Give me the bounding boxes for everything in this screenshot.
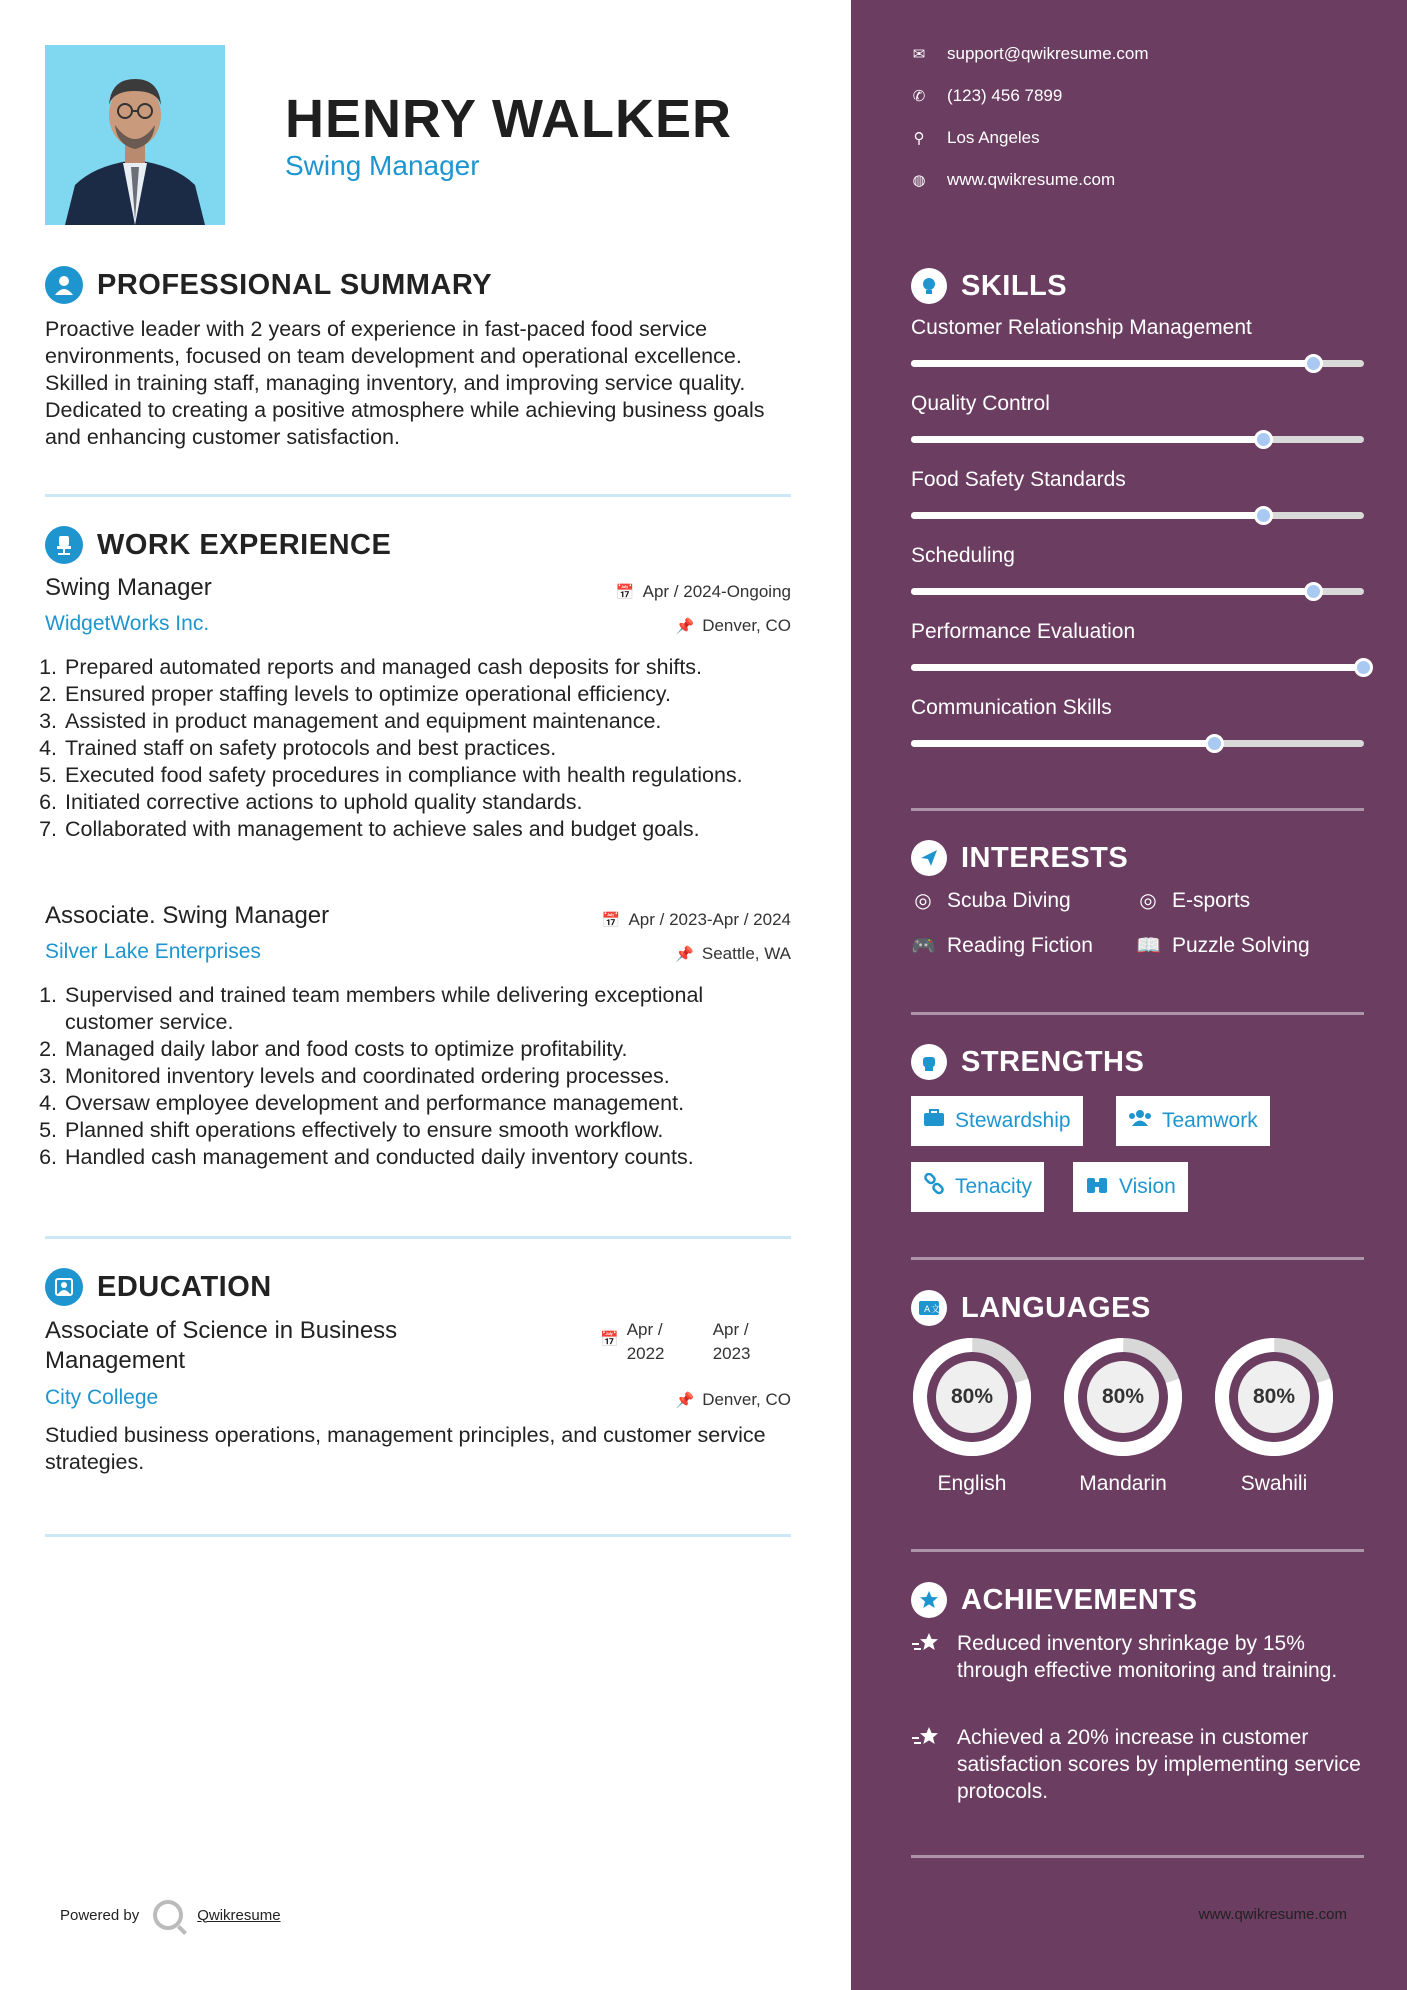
list-item: 4. Oversaw employee development and performance management. (63, 1090, 795, 1117)
interest-item (911, 933, 1093, 958)
powered-by (60, 1900, 281, 1930)
language-ring (1062, 1336, 1184, 1458)
job-title: Swing Manager (45, 574, 212, 601)
language-ring (911, 1336, 1033, 1458)
skill-bar-fill (911, 360, 1314, 367)
achievements-header (911, 1582, 1197, 1618)
shooting-star-icon (911, 1630, 943, 1684)
contact-email-text: support@qwikresume.com (947, 44, 1149, 63)
skill-bar-knob (1354, 658, 1373, 677)
job-duties-list (45, 982, 795, 1171)
list-item: 3. Assisted in product management and equipment maintenance. (63, 708, 795, 735)
profile-photo (45, 45, 225, 225)
list-item: 6. Initiated corrective actions to uphold quality standards. (63, 789, 795, 816)
strength-chip (911, 1096, 1083, 1146)
education-end: Apr / 2023 (712, 1320, 751, 1363)
gamepad-icon: 🎮 (911, 935, 936, 957)
interests-title: INTERESTS (961, 841, 1129, 874)
skill-bar-knob (1304, 582, 1323, 601)
skill-label: Performance Evaluation (911, 620, 1136, 643)
pin-icon: 📌 (675, 1392, 695, 1409)
contact-phone-text: (123) 456 7899 (947, 86, 1063, 105)
strength-chip (911, 1162, 1044, 1212)
language-item (911, 1336, 1033, 1496)
strength-chip (1116, 1096, 1270, 1146)
interest-item (911, 888, 1071, 913)
education-dates (600, 1318, 763, 1366)
skill-bar-fill (911, 588, 1314, 595)
list-item: 2. Ensured proper staffing levels to optimize operational efficiency. (63, 681, 795, 708)
job-duties-list (45, 654, 795, 843)
translate-icon (911, 1290, 947, 1326)
school-name: City College (45, 1386, 159, 1409)
pin-icon: 📌 (675, 618, 695, 635)
life-ring-icon: ◎ (1139, 890, 1157, 912)
strength-label: Tenacity (955, 1175, 1033, 1198)
pin-icon: 📌 (675, 946, 694, 963)
achievement-text: Achieved a 20% increase in customer satisfaction scores by implementing service protocols. (957, 1726, 1361, 1803)
list-item: 6. Handled cash management and conducted daily inventory counts. (63, 1144, 795, 1171)
fist-icon (911, 1044, 947, 1080)
skill-label: Communication Skills (911, 696, 1112, 719)
education-description: Studied business operations, management principles, and customer service strategies. (45, 1423, 766, 1474)
degree-title: Associate of Science in Business Management (45, 1317, 398, 1374)
candidate-role: Swing Manager (285, 150, 480, 181)
interest-item (1136, 888, 1250, 913)
language-percent: 80% (1087, 1361, 1159, 1433)
strengths-header (911, 1044, 1144, 1080)
contact-email[interactable] (911, 44, 1149, 64)
skill-bar (911, 740, 1364, 747)
skill-bar-knob (1304, 354, 1323, 373)
job-title: Associate. Swing Manager (45, 902, 330, 929)
calendar-icon: 📅 (601, 912, 621, 929)
binoculars-icon (1085, 1174, 1109, 1200)
qwikresume-logo-icon (153, 1900, 183, 1930)
list-item: 5. Executed food safety procedures in compliance with health regulations. (63, 762, 743, 789)
language-item (1213, 1336, 1335, 1496)
contact-website-text: www.qwikresume.com (947, 170, 1116, 189)
job-dates (602, 910, 791, 930)
education-header (45, 1268, 272, 1306)
job-company: Silver Lake Enterprises (45, 940, 261, 963)
skill-bar-knob (1205, 734, 1224, 753)
list-item: 2. Managed daily labor and food costs to optimize profitability. (63, 1036, 795, 1063)
summary-header (45, 266, 492, 304)
skills-title: SKILLS (961, 269, 1068, 302)
section-divider (911, 1549, 1364, 1552)
contact-location (911, 128, 1040, 148)
strength-label: Stewardship (955, 1109, 1071, 1132)
achievements-title: ACHIEVEMENTS (961, 1583, 1198, 1616)
job-location-text: Seattle, WA (701, 944, 791, 963)
strengths-title: STRENGTHS (961, 1045, 1145, 1078)
section-divider (45, 1236, 791, 1239)
candidate-name: HENRY WALKER (285, 89, 733, 149)
phone-icon: ✆ (912, 88, 926, 105)
envelope-icon: ✉ (912, 46, 926, 63)
education-title: EDUCATION (97, 1270, 272, 1303)
globe-icon: ◍ (912, 172, 926, 189)
skill-bar-knob (1254, 430, 1273, 449)
star-icon (911, 1582, 947, 1618)
skill-label: Customer Relationship Management (911, 316, 1252, 339)
job-location-text: Denver, CO (702, 616, 791, 635)
section-divider (911, 808, 1364, 811)
lightbulb-icon (911, 268, 947, 304)
section-divider (911, 1257, 1364, 1260)
language-item (1062, 1336, 1184, 1496)
map-pin-icon: ⚲ (913, 130, 925, 147)
powered-by-label: Powered by (60, 1906, 140, 1924)
skills-header (911, 268, 1067, 304)
education-location-text: Denver, CO (702, 1390, 791, 1409)
languages-header (911, 1290, 1151, 1326)
users-icon (1128, 1109, 1152, 1133)
strength-chip (1073, 1162, 1188, 1212)
interest-item (1136, 933, 1310, 958)
job-dates (616, 582, 791, 602)
achievement-item (911, 1724, 1371, 1805)
sidebar (851, 0, 1407, 1990)
job-location (675, 944, 791, 964)
language-name: Swahili (1240, 1472, 1308, 1495)
education-location (676, 1390, 792, 1410)
language-name: Mandarin (1079, 1472, 1167, 1495)
interest-label: Puzzle Solving (1172, 933, 1310, 957)
skill-label: Scheduling (911, 544, 1015, 567)
footer-site[interactable]: www.qwikresume.com (1198, 1906, 1347, 1923)
interest-label: Reading Fiction (947, 933, 1093, 957)
interests-header (911, 840, 1128, 876)
skill-bar-fill (911, 740, 1215, 747)
skill-bar-fill (911, 512, 1264, 519)
skill-label: Food Safety Standards (911, 468, 1126, 491)
section-divider (45, 1534, 791, 1537)
job-dates-text: Apr / 2023-Apr / 2024 (628, 910, 791, 929)
contact-location-text: Los Angeles (947, 128, 1040, 147)
list-item: 3. Monitored inventory levels and coordinated ordering processes. (63, 1063, 795, 1090)
skill-bar (911, 360, 1364, 367)
chair-icon (45, 526, 83, 564)
section-divider (911, 1855, 1364, 1858)
contact-phone[interactable] (911, 86, 1062, 106)
summary-title: PROFESSIONAL SUMMARY (97, 268, 493, 301)
list-item: 4. Trained staff on safety protocols and best practices. (63, 735, 795, 762)
life-ring-icon: ◎ (914, 890, 932, 912)
language-percent: 80% (1238, 1361, 1310, 1433)
achievement-text: Reduced inventory shrinkage by 15% through effective monitoring and training. (957, 1632, 1338, 1682)
list-item: 1. Supervised and trained team members while delivering exceptional customer service. (63, 982, 795, 1036)
experience-header (45, 526, 391, 564)
skill-bar-knob (1254, 506, 1273, 525)
calendar-icon: 📅 (600, 1331, 619, 1348)
graduate-icon (45, 1268, 83, 1306)
book-icon: 📖 (1136, 935, 1161, 957)
calendar-icon: 📅 (615, 584, 635, 601)
experience-title: WORK EXPERIENCE (97, 528, 392, 561)
link-icon (923, 1173, 945, 1201)
skill-label: Quality Control (911, 392, 1050, 415)
shooting-star-icon (911, 1724, 943, 1805)
language-percent: 80% (936, 1361, 1008, 1433)
skill-bar-fill (911, 664, 1364, 671)
list-item: 1. Prepared automated reports and managed cash deposits for shifts. (63, 654, 795, 681)
briefcase-icon (923, 1109, 945, 1133)
svg-text:A: A (924, 1305, 931, 1315)
skill-bar (911, 588, 1364, 595)
languages-title: LANGUAGES (961, 1291, 1151, 1324)
achievement-item (911, 1630, 1371, 1684)
paper-plane-icon (911, 840, 947, 876)
section-divider (45, 494, 791, 497)
interest-label: Scuba Diving (947, 888, 1071, 912)
skill-bar (911, 664, 1364, 671)
contact-website[interactable] (911, 170, 1115, 190)
user-icon (45, 266, 83, 304)
skill-bar (911, 436, 1364, 443)
language-name: English (937, 1472, 1007, 1495)
job-company: WidgetWorks Inc. (45, 612, 210, 635)
language-ring (1213, 1336, 1335, 1458)
strength-label: Vision (1119, 1175, 1176, 1198)
summary-text: Proactive leader with 2 years of experience in fast-paced food service environments, focused on team development and operational excellence. Skilled in training staff, managing inventory, and improving service quality. Dedicated to creating a positive atmosphere while achieving business goals and enhancing customer satisfaction. (45, 317, 765, 449)
list-item: 5. Planned shift operations effectively to ensure smooth workflow. (63, 1117, 795, 1144)
job-location (676, 616, 792, 636)
qwikresume-link[interactable]: Qwikresume (197, 1906, 281, 1924)
education-start: Apr / 2022 (626, 1320, 665, 1363)
interest-label: E-sports (1172, 888, 1251, 912)
skill-bar-fill (911, 436, 1264, 443)
list-item: 7. Collaborated with management to achieve sales and budget goals. (63, 816, 795, 843)
svg-text:文: 文 (931, 1305, 940, 1315)
job-dates-text: Apr / 2024-Ongoing (642, 582, 791, 601)
section-divider (911, 1012, 1364, 1015)
strength-label: Teamwork (1162, 1109, 1258, 1132)
skill-bar (911, 512, 1364, 519)
